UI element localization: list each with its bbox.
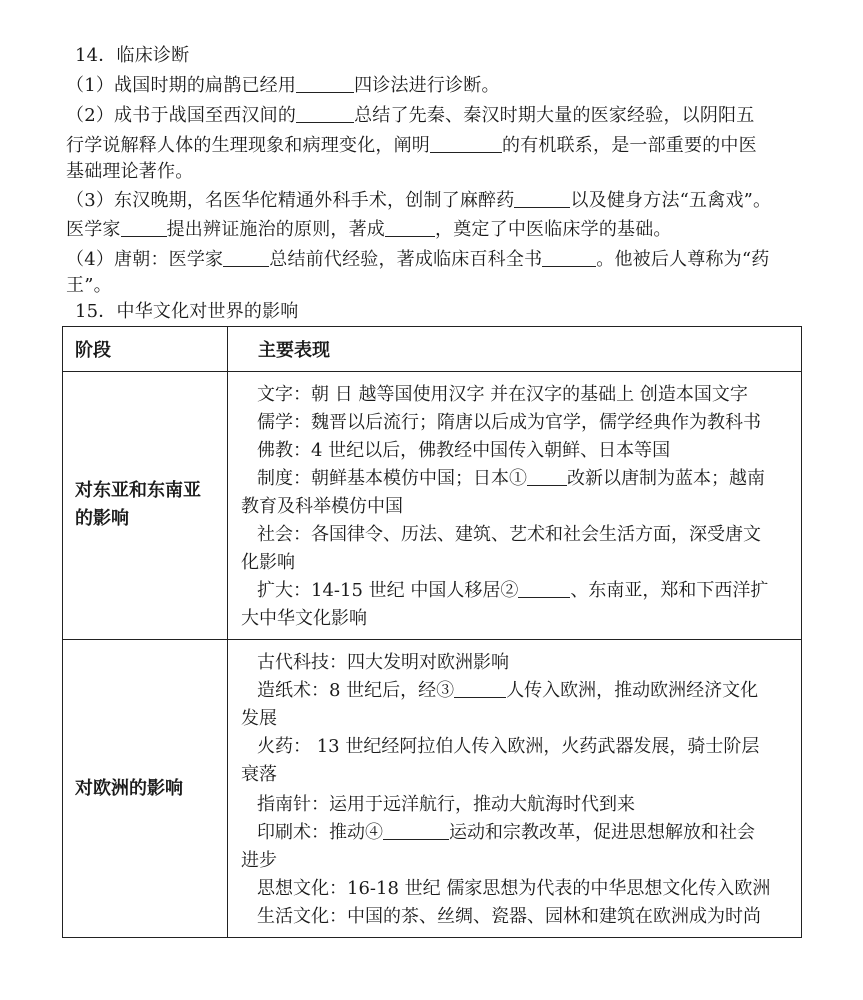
answer-blank[interactable] — [514, 191, 570, 208]
s14-paragraph-2-line-1: （2）成书于战国至西汉间的 总结了先秦、秦汉时期大量的医家经验，以阴阳五 — [66, 105, 755, 126]
europe-thought-culture: 思想文化：16-18 世纪 儒家思想为代表的中华思想文化传入欧洲 — [257, 878, 771, 899]
culture-influence-table — [62, 326, 802, 938]
stage-east-asia-line-1: 对东亚和东南亚 — [75, 480, 201, 501]
s14-paragraph-2-line-3: 基础理论著作。 — [66, 161, 194, 182]
s14-paragraph-4-line-1: （4）唐朝：医学家 总结前代经验，著成临床百科全书 。他被后人尊称为“药 — [66, 249, 770, 270]
asia-society-line-1: 社会：各国律令、历法、建筑、艺术和社会生活方面，深受唐文 — [257, 524, 761, 545]
answer-blank[interactable] — [121, 220, 167, 237]
europe-paper-line-2: 发展 — [241, 708, 277, 729]
asia-institutions-line-2: 教育及科举模仿中国 — [241, 496, 403, 517]
answer-blank[interactable] — [296, 76, 354, 93]
asia-confucianism: 儒学：魏晋以后流行；隋唐以后成为官学，儒学经典作为教科书 — [257, 412, 761, 433]
europe-ancient-tech: 古代科技：四大发明对欧洲影响 — [257, 652, 509, 673]
row-divider — [63, 639, 801, 640]
stage-east-asia-line-2: 的影响 — [75, 508, 129, 529]
answer-blank[interactable] — [383, 823, 449, 840]
europe-life-culture: 生活文化：中国的茶、丝绸、瓷器、园林和建筑在欧洲成为时尚 — [257, 906, 761, 927]
asia-expansion-line-1: 扩大：14-15 世纪 中国人移居② 、东南亚，郑和下西洋扩 — [257, 580, 769, 601]
answer-blank[interactable] — [223, 250, 269, 267]
s14-paragraph-4-line-2: 王”。 — [66, 275, 112, 296]
s14-paragraph-3-line-2: 医学家 提出辨证施治的原则，著成 ，奠定了中医临床学的基础。 — [66, 219, 672, 240]
answer-blank[interactable] — [542, 250, 596, 267]
column-divider — [227, 327, 228, 937]
asia-writing: 文字：朝 日 越等国使用汉字 并在汉字的基础上 创造本国文字 — [257, 384, 748, 405]
answer-blank[interactable] — [518, 581, 570, 598]
asia-society-line-2: 化影响 — [241, 552, 295, 573]
asia-expansion-line-2: 大中华文化影响 — [241, 608, 367, 629]
header-stage: 阶段 — [75, 340, 111, 361]
europe-paper-line-1: 造纸术：8 世纪后，经③ 人传入欧洲，推动欧洲经济文化 — [257, 680, 759, 701]
section-14-title: 14．临床诊断 — [75, 45, 190, 66]
asia-buddhism: 佛教：4 世纪以后，佛教经中国传入朝鲜、日本等国 — [257, 440, 671, 461]
answer-blank[interactable] — [430, 136, 502, 153]
europe-printing-line-2: 进步 — [241, 850, 277, 871]
s14-paragraph-3-line-1: （3）东汉晚期，名医华佗精通外科手术，创制了麻醉药 以及健身方法“五禽戏”。 — [66, 190, 772, 211]
answer-blank[interactable] — [527, 469, 567, 486]
europe-printing-line-1: 印刷术：推动④ 运动和宗教改革，促进思想解放和社会 — [257, 822, 755, 843]
europe-gunpowder-line-1: 火药： 13 世纪经阿拉伯人传入欧洲，火药武器发展，骑士阶层 — [257, 736, 760, 757]
header-main: 主要表现 — [258, 340, 330, 361]
europe-gunpowder-line-2: 衰落 — [241, 764, 277, 785]
s14-paragraph-2-line-2: 行学说解释人体的生理现象和病理变化，阐明 的有机联系，是一部重要的中医 — [66, 135, 757, 156]
answer-blank[interactable] — [385, 220, 435, 237]
answer-blank[interactable] — [454, 681, 506, 698]
europe-compass: 指南针：运用于远洋航行，推动大航海时代到来 — [257, 794, 635, 815]
stage-europe: 对欧洲的影响 — [75, 778, 183, 799]
s14-paragraph-1: （1）战国时期的扁鹊已经用 四诊法进行诊断。 — [66, 75, 500, 96]
header-divider — [63, 371, 801, 372]
asia-institutions-line-1: 制度：朝鲜基本模仿中国；日本① 改新以唐制为蓝本；越南 — [257, 468, 765, 489]
answer-blank[interactable] — [296, 106, 354, 123]
section-15-title: 15．中华文化对世界的影响 — [75, 301, 299, 322]
